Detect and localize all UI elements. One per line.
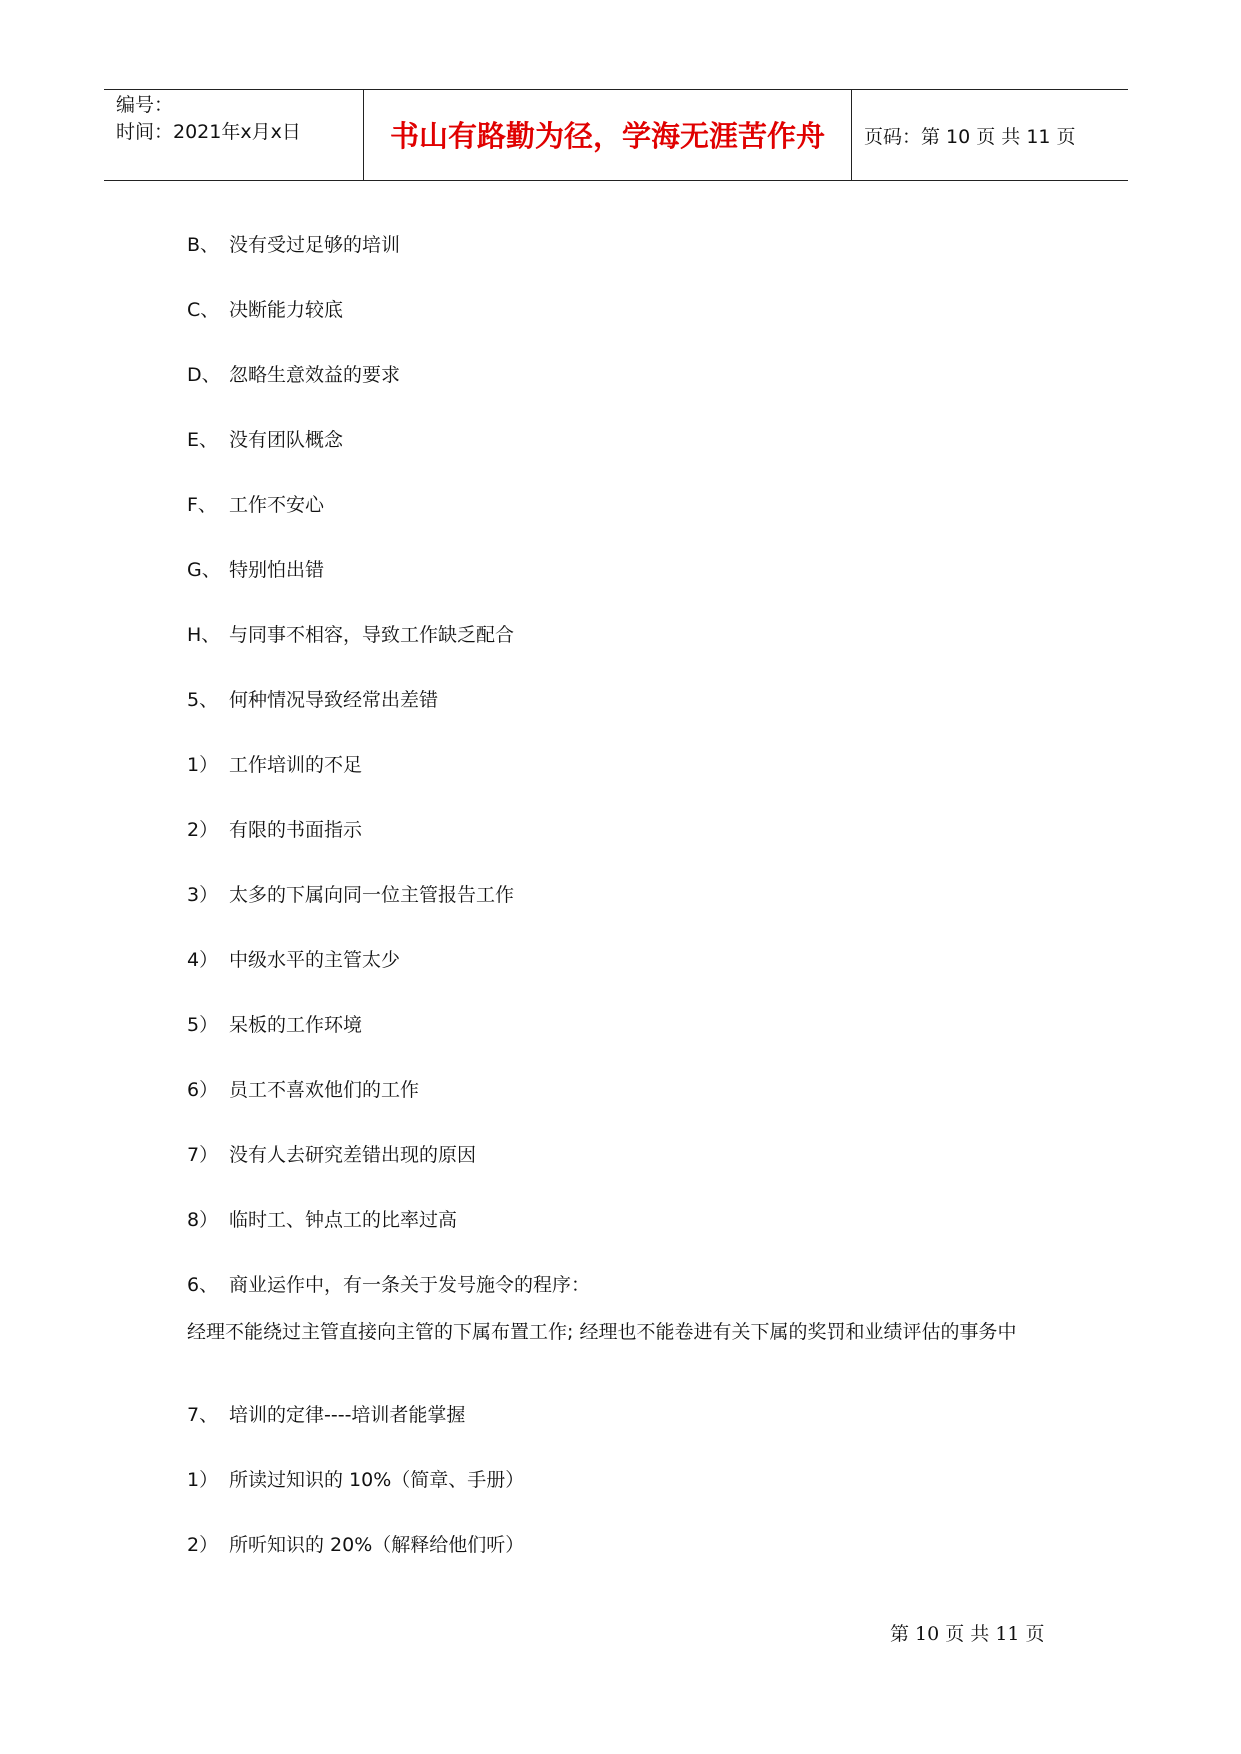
list-marker: H、 <box>187 624 221 646</box>
page-header <box>104 89 1128 181</box>
list-item <box>187 1208 457 1232</box>
list-text: 呆板的工作环境 <box>229 1014 363 1036</box>
list-marker: 7、 <box>187 1404 219 1426</box>
list-text: 太多的下属向同一位主管报告工作 <box>229 884 515 906</box>
list-text: 有限的书面指示 <box>229 819 363 841</box>
list-text: 商业运作中，有一条关于发号施令的程序： <box>229 1274 591 1296</box>
header-left-cell <box>104 90 364 180</box>
page-footer: 第 10 页 共 11 页 <box>890 1623 1045 1645</box>
code-label: 编号： <box>116 94 174 116</box>
list-text: 忽略生意效益的要求 <box>229 364 401 386</box>
list-item <box>187 1013 362 1037</box>
page-number-label: 页码：第 10 页 共 11 页 <box>864 126 1076 148</box>
list-text: 中级水平的主管太少 <box>229 949 401 971</box>
list-marker: 7） <box>187 1144 219 1166</box>
list-text: 所读过知识的 10%（简章、手册） <box>229 1469 525 1491</box>
list-marker: 3） <box>187 884 219 906</box>
list-item <box>187 363 400 387</box>
list-item <box>187 233 400 257</box>
list-marker: 2） <box>187 1534 219 1556</box>
list-marker: 1） <box>187 754 219 776</box>
list-item <box>187 753 362 777</box>
list-marker: 5、 <box>187 689 219 711</box>
list-item <box>187 688 438 712</box>
list-marker: F、 <box>187 494 217 516</box>
list-item <box>187 818 362 842</box>
header-right-cell <box>852 90 1128 180</box>
list-marker: D、 <box>187 364 221 386</box>
list-item <box>187 883 514 907</box>
list-text: 员工不喜欢他们的工作 <box>229 1079 420 1101</box>
list-marker: 4） <box>187 949 219 971</box>
list-text: 工作培训的不足 <box>229 754 363 776</box>
list-item <box>187 1533 524 1557</box>
list-item <box>187 948 400 972</box>
list-item <box>187 1468 524 1492</box>
header-motto: 书山有路勤为径，学海无涯苦作舟 <box>389 119 825 153</box>
list-item <box>187 1078 419 1102</box>
list-item <box>187 298 343 322</box>
list-marker: G、 <box>187 559 221 581</box>
list-text: 没有团队概念 <box>229 429 344 451</box>
list-marker: 2） <box>187 819 219 841</box>
list-marker: 1） <box>187 1469 219 1491</box>
list-marker: 6、 <box>187 1274 219 1296</box>
list-item <box>187 428 343 452</box>
list-marker: 6） <box>187 1079 219 1101</box>
list-item <box>187 1403 465 1427</box>
body-paragraph: 经理不能绕过主管直接向主管的下属布置工作; 经理也不能卷进有关下属的奖罚和业绩评估的事务中 <box>187 1321 1017 1343</box>
list-text: 决断能力较底 <box>229 299 344 321</box>
list-item <box>187 1273 590 1297</box>
list-text: 没有受过足够的培训 <box>229 234 401 256</box>
list-item <box>187 623 514 647</box>
header-middle-cell <box>364 90 852 180</box>
list-item <box>187 558 324 582</box>
list-marker: 8） <box>187 1209 219 1231</box>
list-text: 临时工、钟点工的比率过高 <box>229 1209 458 1231</box>
list-text: 工作不安心 <box>229 494 325 516</box>
list-marker: 5） <box>187 1014 219 1036</box>
list-item <box>187 493 324 517</box>
list-text: 与同事不相容，导致工作缺乏配合 <box>229 624 515 646</box>
time-label: 时间：2021年x月x日 <box>116 121 301 143</box>
list-marker: C、 <box>187 299 220 321</box>
list-text: 所听知识的 20%（解释给他们听） <box>229 1534 525 1556</box>
list-text: 培训的定律----培训者能掌握 <box>229 1404 466 1426</box>
list-text: 何种情况导致经常出差错 <box>229 689 439 711</box>
list-text: 特别怕出错 <box>229 559 325 581</box>
list-marker: B、 <box>187 234 220 256</box>
list-item <box>187 1143 476 1167</box>
list-text: 没有人去研究差错出现的原因 <box>229 1144 477 1166</box>
list-marker: E、 <box>187 429 219 451</box>
